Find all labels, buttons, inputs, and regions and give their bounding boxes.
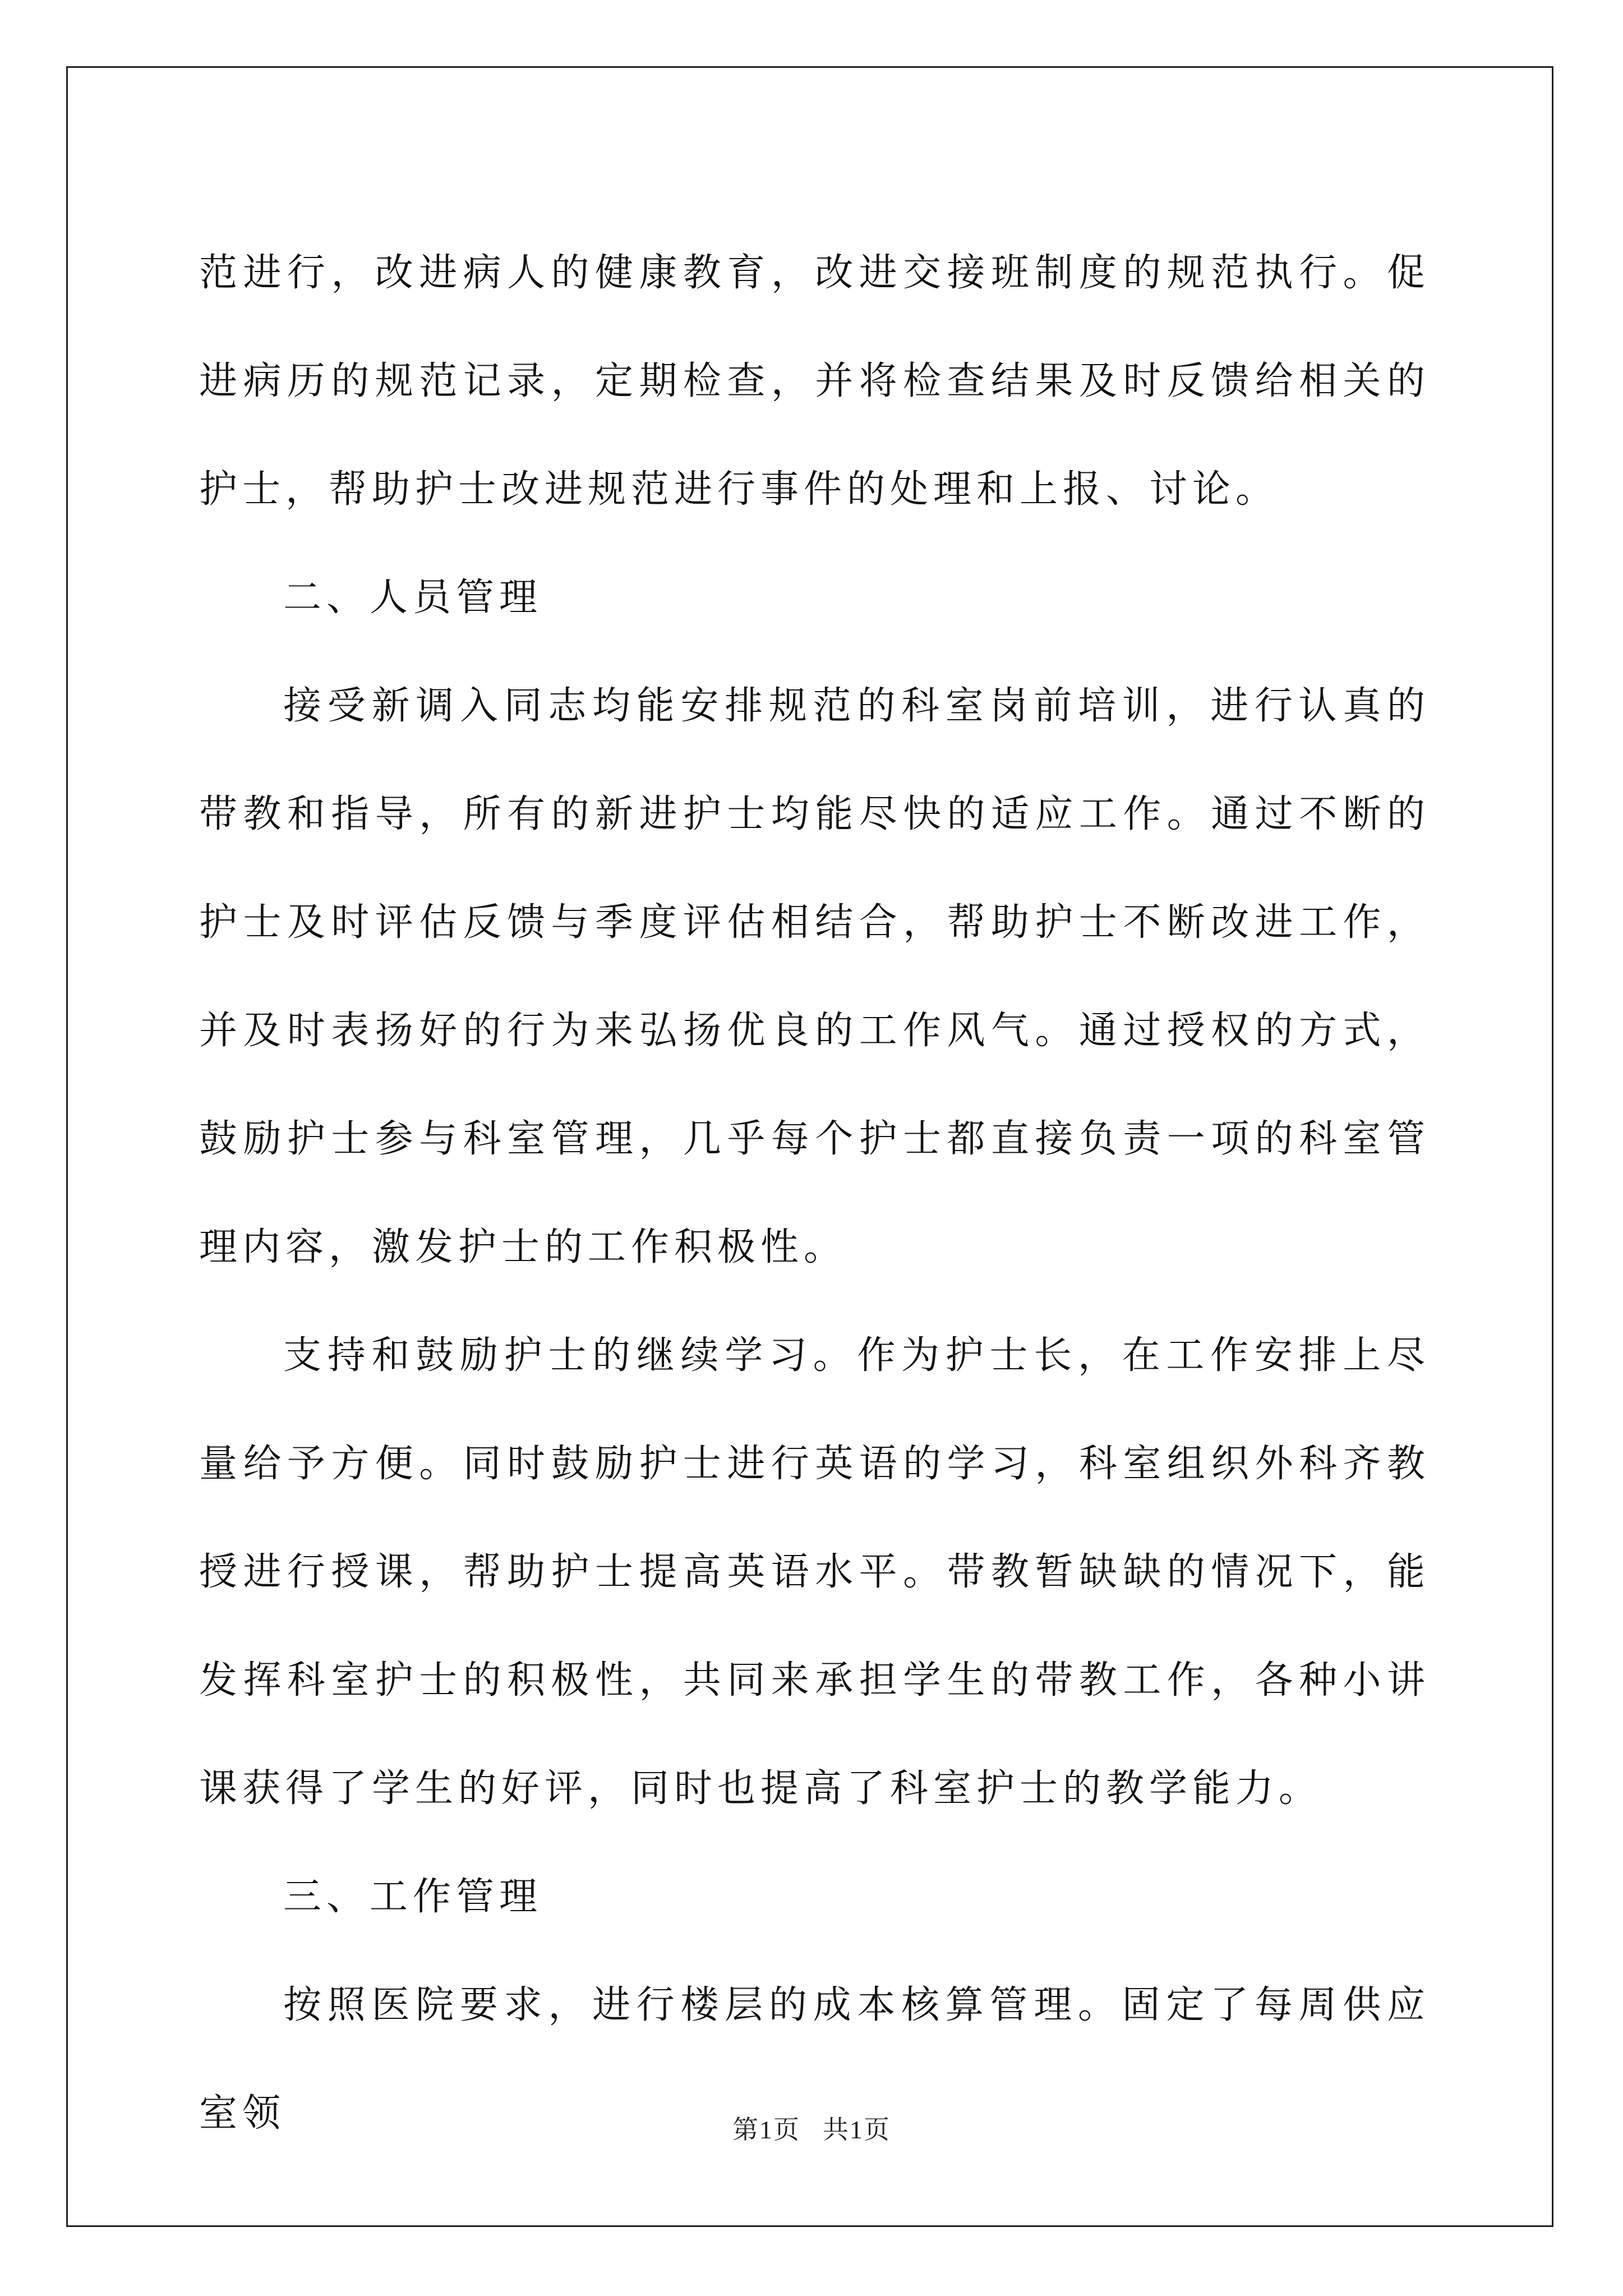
- paragraph-continuation: 范进行，改进病人的健康教育，改进交接班制度的规范执行。促进病历的规范记录，定期检查，并将检查结果及时反馈给相关的护士，帮助护士改进规范进行事件的处理和上报、讨论。: [199, 251, 1430, 512]
- paragraph-new-staff-training: 接受新调入同志均能安排规范的科室岗前培训，进行认真的带教和指导，所有的新进护士均能尽快的适应工作。通过不断的护士及时评估反馈与季度评估相结合，帮助护士不断改进工作，并及时表扬好的行为来弘扬优良的工作风气。通过授权的方式，鼓励护士参与科室管理，几乎每个护士都直接负责一项的科室管理内容，激发护士的工作积极性。: [199, 684, 1430, 1269]
- page-number-total: 共1页: [823, 2115, 891, 2144]
- paragraph-cost-accounting: 按照医院要求，进行楼层的成本核算管理。固定了每周供应室领: [199, 1983, 1430, 2136]
- section-heading-work-management: 三、工作管理: [283, 1875, 543, 1919]
- paragraph-continuing-education: 支持和鼓励护士的继续学习。作为护士长，在工作安排上尽量给予方便。同时鼓励护士进行英语的学习，科室组织外科齐教授进行授课，帮助护士提高英语水平。带教暂缺缺的情况下，能发挥科室护士的积极性，共同来承担学生的带教工作，各种小讲课获得了学生的好评，同时也提高了科室护士的教学能力。: [199, 1333, 1430, 1811]
- page-footer: [0, 2109, 1623, 2146]
- section-heading-personnel: 二、人员管理: [283, 576, 543, 620]
- page-number-current: 第1页: [732, 2115, 800, 2144]
- document-body: [199, 219, 1430, 2168]
